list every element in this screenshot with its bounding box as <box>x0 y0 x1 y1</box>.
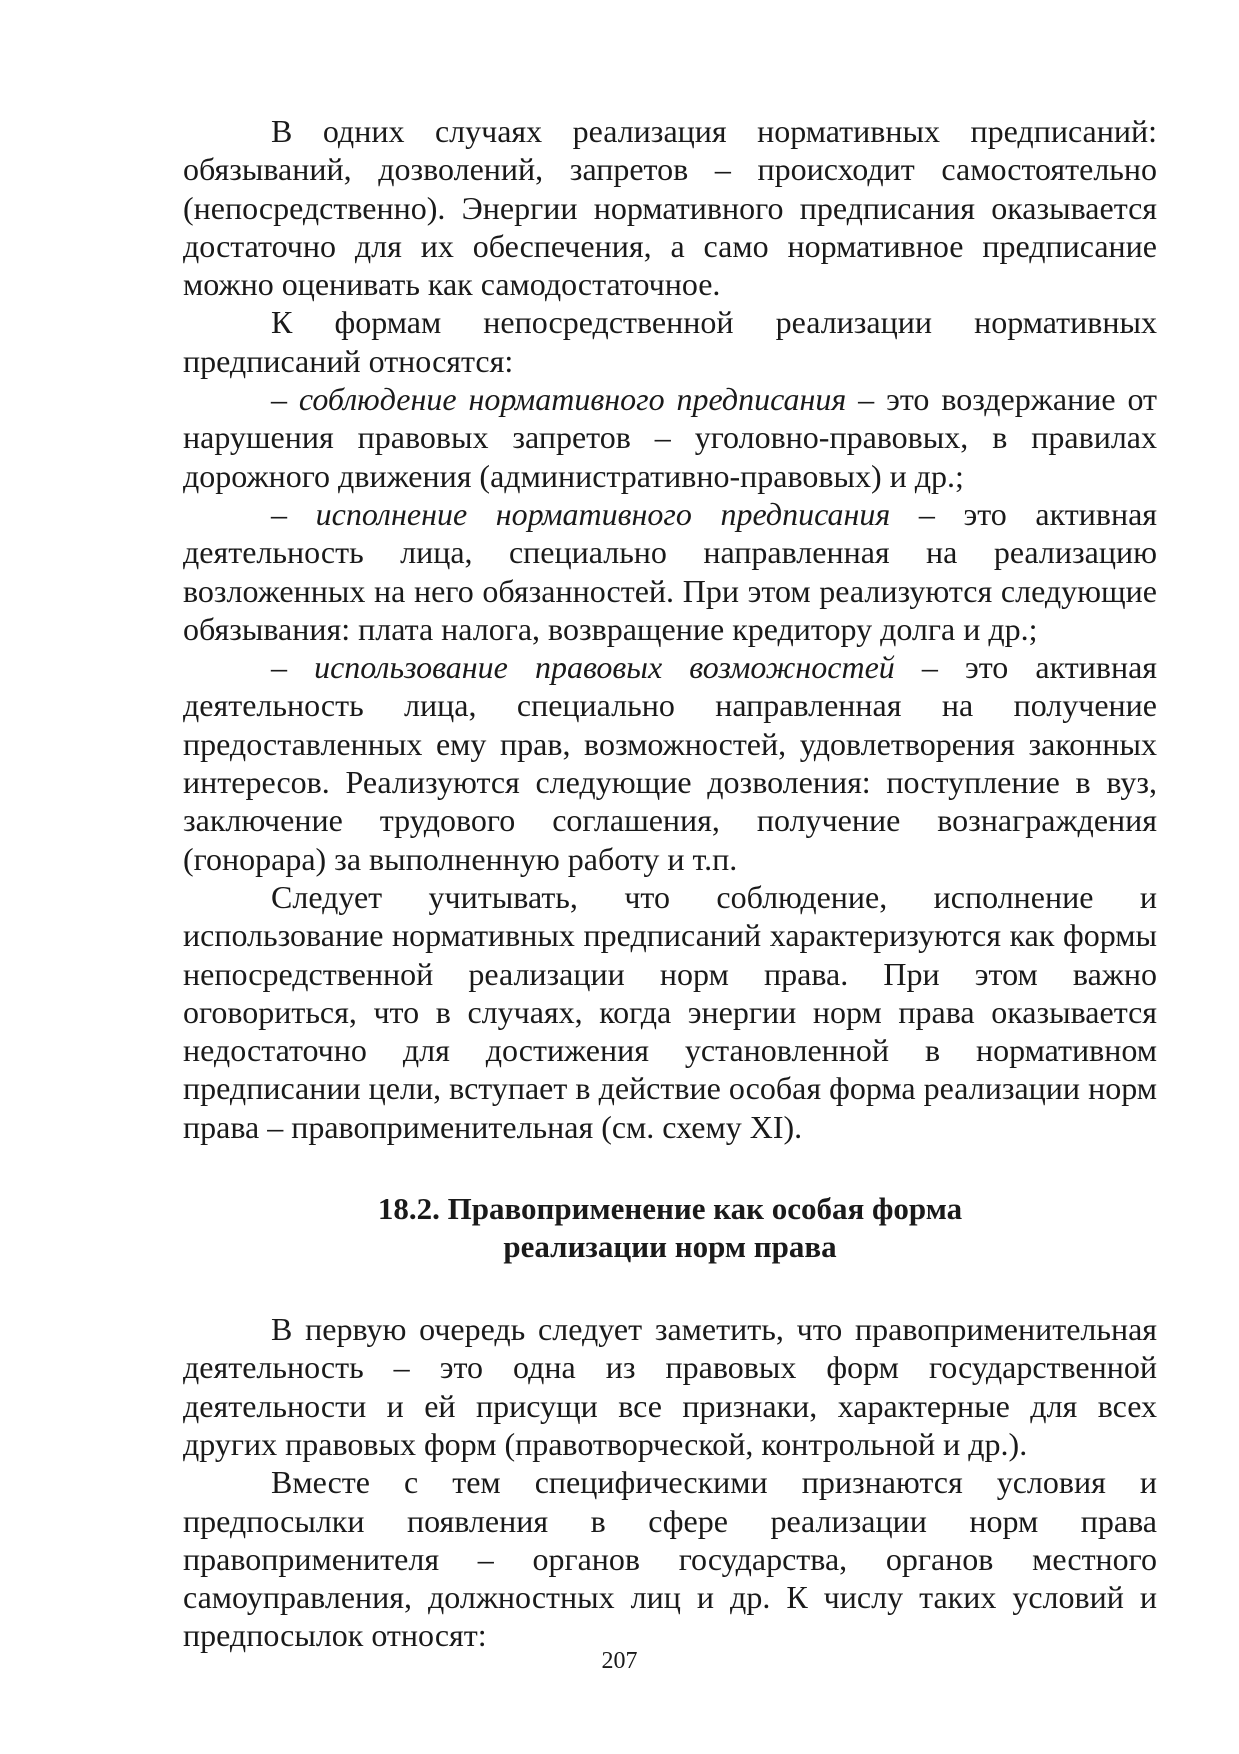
paragraph-law-application: В первую очередь следует заметить, что правоприменительная деятельность – это одна из правовых форм государственной деятельности и ей присущи все признаки, характерные для всех других правовых форм (правотворческой, контрольной и др.). <box>183 1311 1157 1462</box>
term-observance: – соблюдение нормативного предписания <box>271 381 847 418</box>
list-item-execution <box>183 495 1157 648</box>
definition-use: – это активная деятельность лица, специально направленная на получение предоставленных ему прав, возможностей, удовлетворения законных интересов. Реализуются следующие дозволения: поступление в вуз, заключение трудового соглашения, получение вознаграждения (гонорара) за выполненную работу и т.п. <box>183 649 1158 877</box>
list-item-use <box>183 648 1157 878</box>
document-page <box>183 112 1157 1655</box>
term-use: – использование правовых возможностей <box>271 649 895 686</box>
paragraph-conditions: Вместе с тем специфическими признаются условия и предпосылки появления в сфере реализации норм права правоприменителя – органов государства, органов местного самоуправления, должностных лиц и др. К числу таких условий и предпосылок относят: <box>183 1464 1157 1654</box>
definition-observance: – это воздержание от нарушения правовых запретов – уголовно-правовых, в правилах дорожного движения (административно-правовых) и др.; <box>183 381 1158 494</box>
paragraph-conclusion: Следует учитывать, что соблюдение, исполнение и использование нормативных предписаний характеризуются как формы непосредственной реализации норм права. При этом важно оговориться, что в случаях, когда энергии норм права оказывается недостаточно для достижения установленной в нормативном предписании цели, вступает в действие особая форма реализации норм права – правоприменительная (см. схему XI). <box>183 878 1157 1145</box>
term-execution: – исполнение нормативного предписания <box>271 495 891 532</box>
section-heading-line-1: 18.2. Правоприменение как особая форма <box>377 1191 963 1227</box>
section-heading <box>183 1190 1157 1266</box>
definition-execution: – это активная деятельность лица, специально направленная на реализацию возложенных на него обязанностей. При этом реализуются следующие обязывания: плата налога, возвращение кредитору долга и др.; <box>183 495 1158 647</box>
list-item-observance <box>183 380 1157 495</box>
section-heading-line-2: реализации норм права <box>503 1229 837 1265</box>
paragraph-forms-lead: К формам непосредственной реализации нормативных предписаний относятся: <box>183 304 1157 379</box>
paragraph-intro: В одних случаях реализация нормативных предписаний: обязываний, дозволений, запретов – происходит самостоятельно (непосредственно). Энергии нормативного предписания оказывается достаточно для их обеспечения, а само нормативное предписание можно оценивать как самодостаточное. <box>183 113 1157 303</box>
page-number: 207 <box>601 1648 638 1674</box>
